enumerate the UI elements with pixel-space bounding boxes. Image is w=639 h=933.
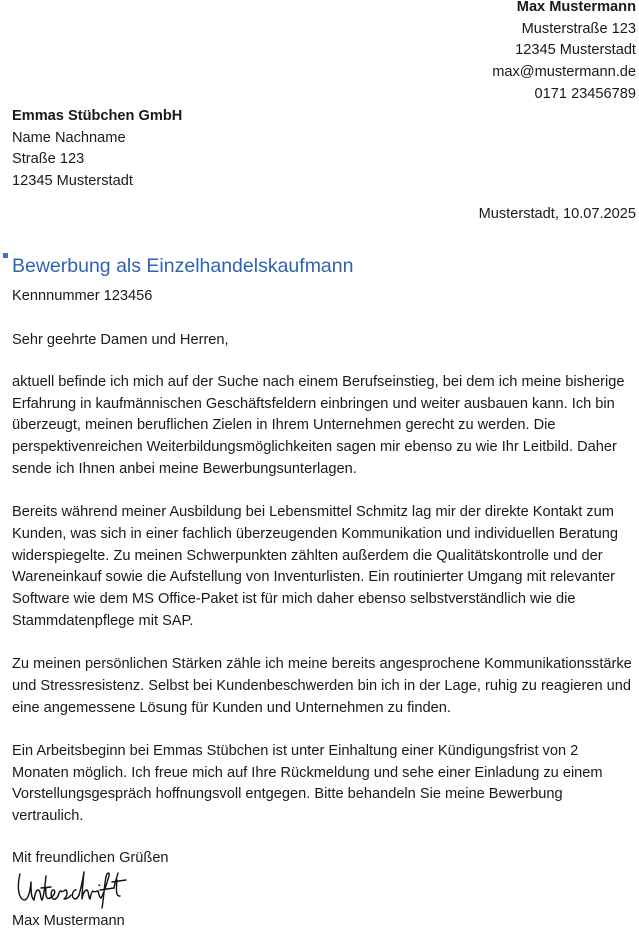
handwritten-signature <box>14 868 136 912</box>
sender-name: Max Mustermann <box>516 0 636 15</box>
signer-name: Max Mustermann <box>12 913 125 929</box>
reference-number: Kennnummer 123456 <box>12 288 153 304</box>
recipient-company: Emmas Stübchen GmbH <box>12 108 183 124</box>
letter-body <box>12 372 636 849</box>
recipient-street: Straße 123 <box>12 151 85 168</box>
sender-phone: 0171 23456789 <box>534 85 636 102</box>
recipient-contact: Name Nachname <box>12 129 126 146</box>
date-line: Musterstadt, 10.07.2025 <box>478 206 636 222</box>
body-paragraph: aktuell befinde ich mich auf der Suche nach einem Berufseinstieg, bei dem ich meine bisherige Erfahrung in kaufmännischen Geschäftsfeldern einbringen und weiter ausbauen kann. Ich bin überzeugt, meinen beruflichen Zielen in Ihrem Unternehmen gerecht zu werden. Die perspektivenreichen Weiterbildungsmöglichkeiten sagen mir ebenso zu wie Ihr Leitbild. Daher sende ich Ihnen anbei meine Bewerbungsunterlagen. <box>12 374 625 477</box>
body-paragraph: Bereits während meiner Ausbildung bei Lebensmittel Schmitz lag mir der direkte Kontakt zum Kunden, was sich in einer fachlich überzeugenden Kommunikation und individuellen Beratung widerspiegelte. Zu meinen Schwerpunkten zählten außerdem die Qualitätskontrolle und der Wareneinkauf sowie die Aufstellung von Inventurlisten. Ein routinierter Umgang mit relevanter Software wie dem MS Office-Paket ist für mich daher ebenso selbstverständlich wie die Stammdatenpflege mit SAP. <box>12 504 619 629</box>
recipient-address-block <box>12 106 182 193</box>
sender-city: 12345 Musterstadt <box>515 42 636 59</box>
body-paragraph: Ein Arbeitsbeginn bei Emmas Stübchen ist unter Einhaltung einer Kündigungsfrist von 2 Monaten möglich. Ich freue mich auf Ihre Rückmeldung und sehe einer Einladung zu einem Vorstellungsgespräch hoffnungsvoll entgegen. Bitte behandeln Sie meine Bewerbung vertraulich. <box>12 742 603 825</box>
sender-street: Musterstraße 123 <box>521 20 636 37</box>
subject-marker <box>3 253 8 258</box>
subject-title: Bewerbung als Einzelhandelskaufmann <box>12 255 354 277</box>
sender-email: max@mustermann.de <box>492 64 636 81</box>
body-paragraph: Zu meinen persönlichen Stärken zähle ich meine bereits angesprochene Kommunikationsstärke und Stressresistenz. Selbst bei Kundenbeschwerden bin ich in der Lage, ruhig zu reagieren und eine angemessene Lösung für Kunden und Unternehmen zu finden. <box>12 656 632 716</box>
recipient-city: 12345 Musterstadt <box>12 173 133 190</box>
salutation: Sehr geehrte Damen und Herren, <box>12 332 229 348</box>
sender-address-block <box>492 0 636 106</box>
closing-phrase: Mit freundlichen Grüßen <box>12 850 169 866</box>
subject-line <box>3 253 353 279</box>
